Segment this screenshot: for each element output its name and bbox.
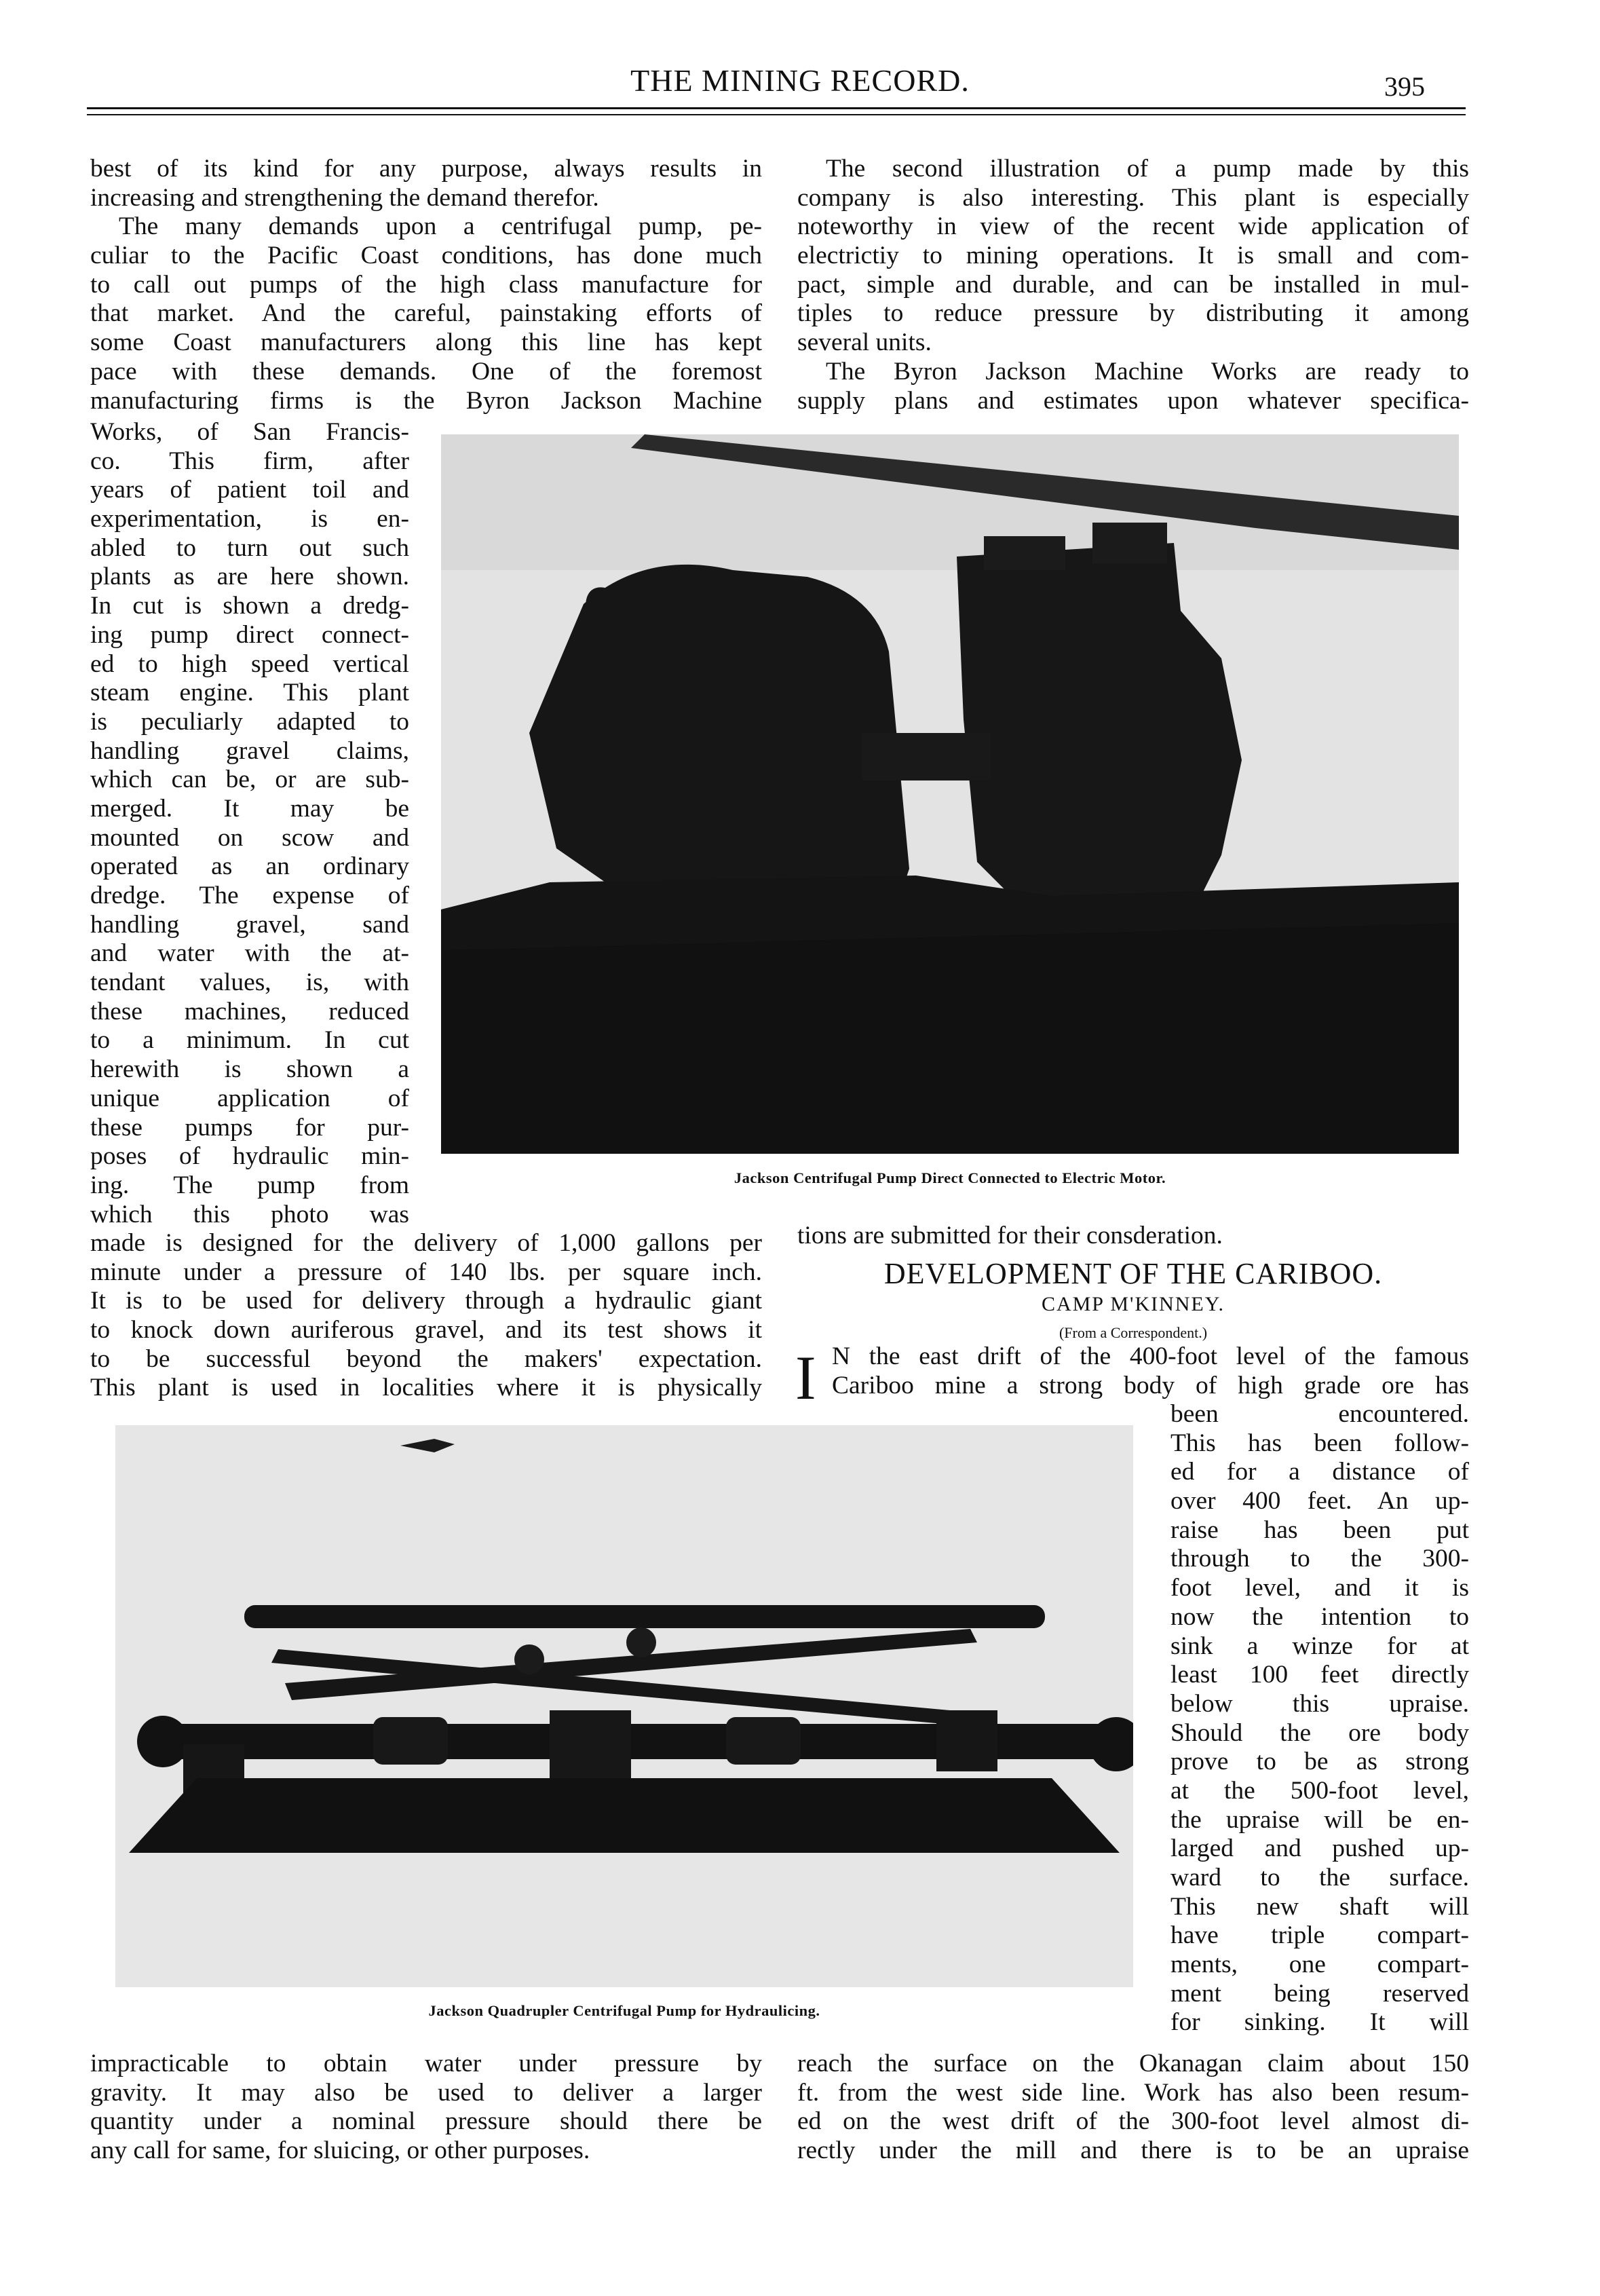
text-line: plants as are here shown.	[90, 563, 409, 591]
text-line: to a minimum. In cut	[90, 1026, 409, 1055]
text-line: The many demands upon a centrifugal pump, pe-	[119, 212, 762, 241]
text-line: gravity. It may also be used to deliver a larger	[90, 2078, 762, 2107]
text-line: The Byron Jackson Machine Works are ready to	[826, 357, 1469, 385]
article-bottom-paragraph	[797, 2050, 1469, 2166]
text-line: Should the ore body	[1170, 1718, 1469, 1747]
text-line: merged. It may be	[90, 794, 409, 823]
col2-figure-continuation	[797, 1222, 1469, 1251]
text-line: prove to be as strong	[1170, 1748, 1469, 1776]
text-line: raise has been put	[1170, 1516, 1469, 1544]
text-line: have triple compart-	[1170, 1921, 1469, 1950]
text-line: that market. And the careful, painstaking efforts of	[90, 299, 762, 328]
text-line: foot level, and it is	[1170, 1574, 1469, 1602]
text-line: ed to high speed vertical	[90, 650, 409, 678]
text-line: ments, one compart-	[1170, 1951, 1469, 1979]
text-line: the upraise will be en-	[1170, 1805, 1469, 1834]
text-line: ing. The pump from	[90, 1171, 409, 1199]
text-line: at the 500-foot level,	[1170, 1776, 1469, 1805]
text-line: This has been follow-	[1170, 1429, 1469, 1457]
text-line: some Coast manufacturers along this line has kept	[90, 328, 762, 357]
text-line: sink a winze for at	[1170, 1632, 1469, 1660]
header-rule-thin	[87, 114, 1466, 115]
text-line: company is also interesting. This plant is especially	[797, 183, 1469, 212]
text-line: steam engine. This plant	[90, 679, 409, 707]
text-line: co. This firm, after	[90, 447, 409, 475]
col2-top-paragraphs	[797, 155, 1469, 415]
text-line: rectly under the mill and there is to be an upraise	[797, 2137, 1469, 2165]
text-line: several units.	[797, 328, 932, 357]
photo-electric-pump	[441, 434, 1459, 1154]
text-line: quantity under a nominal pressure should there be	[90, 2107, 762, 2136]
text-line: It is to be used for delivery through a hydraulic giant	[90, 1287, 762, 1315]
text-line: larged and pushed up-	[1170, 1834, 1469, 1863]
text-line: over 400 feet. An up-	[1170, 1487, 1469, 1516]
header-rule	[87, 107, 1466, 109]
page-number: 395	[1384, 71, 1425, 102]
photo-quadrupler-pump	[115, 1425, 1133, 1987]
text-line: N the east drift of the 400-foot level of the famous	[832, 1342, 1469, 1370]
text-line: tions are submitted for their consderation.	[797, 1222, 1223, 1249]
text-line: ing pump direct connect-	[90, 620, 409, 649]
text-line: any call for same, for sluicing, or other purposes.	[90, 2137, 590, 2165]
text-line: which can be, or are sub-	[90, 766, 409, 794]
text-line: through to the 300-	[1170, 1545, 1469, 1573]
text-line: and water with the at-	[90, 939, 409, 968]
article-subtitle: CAMP M'KINNEY.	[1041, 1293, 1225, 1315]
article-byline: (From a Correspondent.)	[1059, 1324, 1208, 1341]
text-line: supply plans and estimates upon whatever specifica-	[797, 386, 1469, 415]
text-line: made is designed for the delivery of 1,000 gallons per	[90, 1229, 762, 1257]
text-line: ward to the surface.	[1170, 1864, 1469, 1892]
text-line: noteworthy in view of the recent wide application of	[797, 212, 1469, 241]
col1-mid-paragraph	[90, 1229, 762, 1403]
text-line: tendant values, is, with	[90, 968, 409, 997]
text-line: which this photo was	[90, 1200, 409, 1228]
text-line: handling gravel claims,	[90, 736, 409, 765]
text-line: mounted on scow and	[90, 823, 409, 852]
text-line: This new shaft will	[1170, 1892, 1469, 1921]
text-line: best of its kind for any purpose, always results in	[90, 155, 762, 183]
text-line: handling gravel, sand	[90, 910, 409, 939]
text-line: ed for a distance of	[1170, 1458, 1469, 1486]
text-line: culiar to the Pacific Coast conditions, has done much	[90, 242, 762, 270]
article-narrow-column	[1170, 1400, 1469, 2037]
text-line: This plant is used in localities where it is physically	[90, 1374, 762, 1402]
text-line: to call out pumps of the high class manufacture for	[90, 270, 762, 299]
text-line: below this upraise.	[1170, 1689, 1469, 1718]
figure-caption-electric-pump: Jackson Centrifugal Pump Direct Connected to Electric Motor.	[734, 1169, 1166, 1186]
text-line: pact, simple and durable, and can be installed in mul-	[797, 270, 1469, 299]
text-line: ft. from the west side line. Work has also been resum-	[797, 2078, 1469, 2107]
text-line: poses of hydraulic min-	[90, 1142, 409, 1171]
text-line: electrictiy to mining operations. It is small and com-	[797, 242, 1469, 270]
text-line: now the intention to	[1170, 1602, 1469, 1631]
text-line: In cut is shown a dredg-	[90, 592, 409, 620]
col1-top-paragraphs	[90, 155, 762, 415]
text-line: tiples to reduce pressure by distributing it among	[797, 299, 1469, 328]
text-line: dredge. The expense of	[90, 882, 409, 909]
text-line: reach the surface on the Okanagan claim about 150	[797, 2050, 1469, 2077]
text-line: increasing and strengthening the demand therefor.	[90, 183, 599, 212]
text-line: impracticable to obtain water under pressure by	[90, 2050, 762, 2077]
text-line: manufacturing firms is the Byron Jackson Machine	[90, 386, 762, 415]
text-line: these machines, reduced	[90, 997, 409, 1025]
text-line: abled to turn out such	[90, 533, 409, 562]
text-line: Works, of San Francis-	[90, 418, 409, 446]
text-line: ment being reserved	[1170, 1979, 1469, 2008]
text-line: ed on the west drift of the 300-foot level almost di-	[797, 2107, 1469, 2136]
running-header: THE MINING RECORD.	[630, 63, 970, 98]
text-line: for sinking. It will	[1170, 2008, 1469, 2037]
col1-bottom-paragraph	[90, 2050, 762, 2166]
text-line: to knock down auriferous gravel, and its test shows it	[90, 1316, 762, 1344]
text-line: experimentation, is en-	[90, 505, 409, 533]
text-line: minute under a pressure of 140 lbs. per square inch.	[90, 1258, 762, 1286]
drop-cap: I	[795, 1343, 816, 1412]
text-line: years of patient toil and	[90, 476, 409, 504]
text-line: operated as an ordinary	[90, 852, 409, 881]
col1-narrow-paragraph	[90, 418, 409, 1229]
text-line: The second illustration of a pump made by this	[826, 155, 1469, 183]
article-title: DEVELOPMENT OF THE CARIBOO.	[883, 1257, 1383, 1290]
text-line: Cariboo mine a strong body of high grade ore has	[832, 1371, 1469, 1399]
text-line: is peculiarly adapted to	[90, 707, 409, 736]
text-line: herewith is shown a	[90, 1055, 409, 1084]
text-line: pace with these demands. One of the foremost	[90, 357, 762, 385]
figure-caption-quadrupler-pump: Jackson Quadrupler Centrifugal Pump for Hydraulicing.	[428, 2002, 820, 2019]
text-line: unique application of	[90, 1084, 409, 1112]
text-line: least 100 feet directly	[1170, 1661, 1469, 1689]
text-line: been encountered.	[1170, 1400, 1469, 1428]
text-line: to be successful beyond the makers' expectation.	[90, 1344, 762, 1373]
article-opening	[832, 1342, 1469, 1400]
text-line: these pumps for pur-	[90, 1113, 409, 1142]
